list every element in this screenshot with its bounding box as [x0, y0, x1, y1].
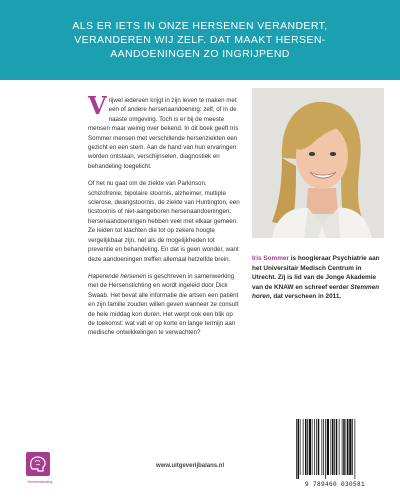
tagline [20, 19, 380, 61]
blurb-paragraph-1 [88, 91, 240, 171]
hersenstichting-label: Hersenstichting [27, 480, 53, 484]
barcode-bar [332, 419, 334, 475]
tagline-line: AANDOENINGEN ZO INGRIJPEND [110, 48, 290, 60]
barcode-bar [343, 419, 345, 475]
drop-cap: V [88, 91, 107, 120]
barcode-bar [327, 419, 329, 475]
blurb-paragraph-1-text: rijwel iedereen krijgt in zijn leven te maken met een of andere hersenaandoening: zelf, of in de naaste omgeving. Toch is er bij de meeste mensen maar weinig over bekend. In dit boek geeft Iris Sommer mensen met verschillende hersenziekten een gezicht en een stem. Aan de hand van hun ervaringen worden ontstaan, verschijnselen, diagnostiek en behandeling toegelicht. [88, 97, 239, 170]
author-name: Iris Sommer [252, 255, 289, 262]
author-bio-text-b: , dat verscheen in 2011. [269, 293, 342, 301]
barcode-bar [309, 419, 311, 475]
barcode-bar [314, 419, 315, 475]
barcode-bar [352, 419, 353, 475]
barcode-bar [307, 419, 308, 475]
barcode-bar [334, 419, 335, 475]
barcode-bar [325, 419, 326, 479]
barcode-bar [346, 419, 347, 475]
author-photo [252, 88, 384, 238]
barcode-bar [303, 419, 304, 475]
barcode-bar [347, 419, 349, 475]
barcode-bar [322, 419, 323, 475]
hersenstichting-logo [26, 452, 50, 476]
barcode-bar [355, 419, 356, 479]
previous-book-title: Stemmen horen [252, 283, 380, 301]
barcode-bar [323, 419, 324, 475]
blurb-paragraph-3 [88, 272, 240, 338]
barcode-bar [318, 419, 320, 475]
barcode-bar [331, 419, 332, 475]
barcode-bar [339, 419, 340, 475]
publisher-website: www.uitgeverijbalans.nl [156, 463, 225, 469]
barcode-bar [316, 419, 317, 475]
barcode-bar [298, 419, 300, 479]
tagline-line: ALS ER IETS IN ONZE HERSENEN VERANDERT, [72, 20, 328, 32]
barcode-bar [349, 419, 351, 475]
barcode-bar [305, 419, 307, 475]
barcode-bar [312, 419, 313, 475]
author-bio [252, 254, 384, 302]
barcode-bar [342, 419, 343, 475]
blurb-paragraph-2: Of het nu gaat om de ziekte van Parkinson, schizofrenie, bipolaire stoornis, alzheimer, multiple sclerose, dwangstoornis, de ziekte van Huntington, een ticstoornis of niet-aangeboren hersenaandoeningen: hersenaandoeningen hebben veel met elkaar gemeen. Ze leiden tot klachten die tot op zekere hoogte vergelijkbaar zijn, net als de mogelijkheden tot preventie en behandeling. En dat is geen wonder, want deze aandoeningen treffen allemaal hetzelfde brein. [88, 180, 240, 263]
tagline-line: VERANDEREN WIJ ZELF. DAT MAAKT HERSEN- [74, 34, 326, 46]
header-band [0, 0, 400, 80]
barcode-bar [296, 419, 297, 479]
isbn-number: 9 789460 030581 [304, 481, 365, 488]
blurb-column [88, 91, 240, 346]
isbn-barcode [293, 418, 377, 484]
author-bio-text-a: is hoogleraar Psychiatrie aan het Universitair Medisch Centrum in Utrecht. Zij is lid van de Jonge Akademie van de KNAW en schreef eerder [252, 255, 380, 291]
book-title: Haperende hersenen [88, 272, 147, 280]
barcode-bar [300, 419, 301, 475]
barcode-bar [336, 419, 338, 475]
blurb-paragraph-3-text: is geschreven in samenwerking met de Hersenstichting en wordt ingeleid door Dick Swaab. Het bevat alle informatie die artsen een patiënt en zijn familie zouden willen geven wanneer ze consult de hele middag kon duren. Het werpt ook een blik op de toekomst: wat valt er op korte en lange termijn aan medische ontwikkelingen te verwachten? [88, 272, 239, 337]
